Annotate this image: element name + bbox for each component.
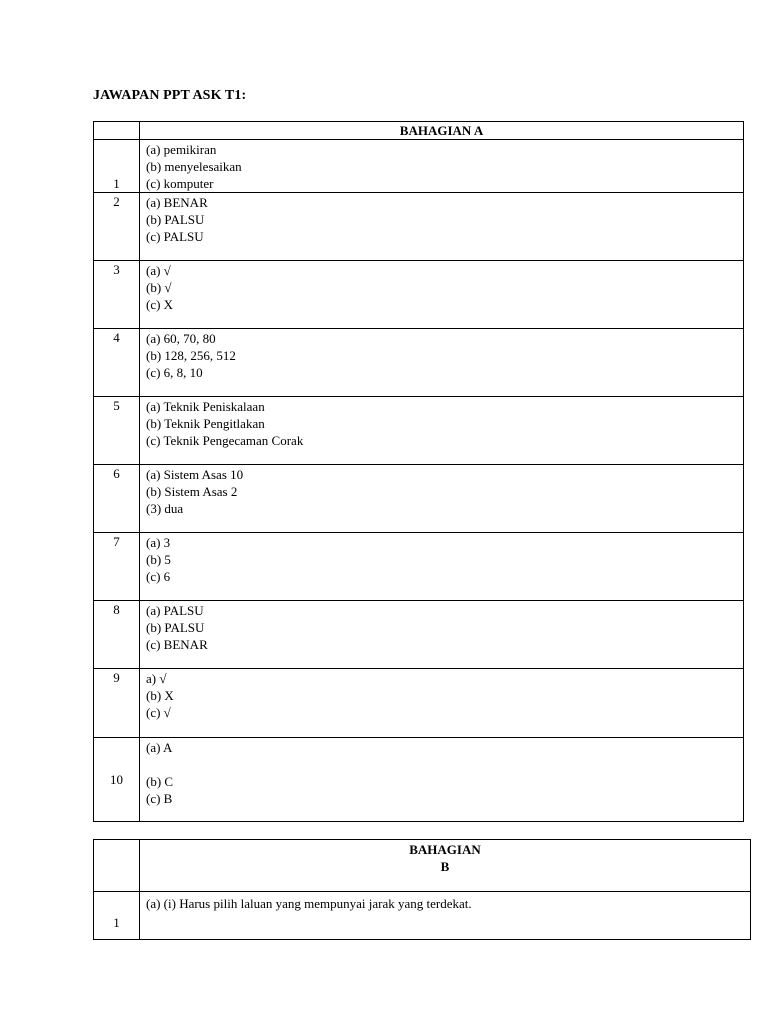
answer-line: (c) komputer [146, 176, 214, 191]
table-row [94, 601, 744, 669]
row-number-text: 1 [113, 915, 120, 930]
answer-line [146, 756, 743, 773]
answer-line: (c) B [146, 791, 173, 806]
header-number-cell [94, 840, 140, 892]
header-number-cell [94, 122, 140, 140]
row-number: 2 [94, 193, 140, 261]
answer-line: (b) X [146, 688, 174, 703]
table-row [94, 465, 744, 533]
answer-line: (a) √ [146, 263, 171, 278]
answer-line: (c) X [146, 297, 174, 312]
answer-line: (a) A [146, 740, 173, 755]
answer-line: (b) √ [146, 280, 172, 295]
answer-line: (c) BENAR [146, 637, 208, 652]
table-row [94, 892, 751, 940]
answer-cell [140, 193, 744, 261]
answer-line: (b) C [146, 774, 174, 789]
answer-line: (a) (i) Harus pilih laluan yang mempunyai jarak yang terdekat. [146, 896, 472, 911]
answer-line: (b) 128, 256, 512 [146, 348, 236, 363]
answer-line: (3) dua [146, 501, 184, 516]
row-number: 1 [94, 140, 140, 193]
answer-cell [140, 465, 744, 533]
row-number: 3 [94, 261, 140, 329]
row-number: 10 [94, 738, 140, 822]
answer-line: (c) 6 [146, 569, 171, 584]
answer-line: (a) pemikiran [146, 142, 217, 157]
document-title: JAWAPAN PPT ASK T1: [93, 88, 247, 103]
answer-cell [140, 738, 744, 822]
answer-line: (b) 5 [146, 552, 171, 567]
answer-line: (b) PALSU [146, 620, 205, 635]
section-b-heading-line: B [440, 859, 450, 874]
table-row [94, 329, 744, 397]
section-a-heading: BAHAGIAN A [140, 122, 744, 140]
table-row [94, 261, 744, 329]
answer-cell [140, 140, 744, 193]
row-number [94, 892, 140, 940]
section-b-heading [140, 840, 751, 892]
answer-cell [140, 533, 744, 601]
answer-line: (b) Sistem Asas 2 [146, 484, 238, 499]
answer-line: (a) 3 [146, 535, 171, 550]
section-a-table [93, 121, 744, 822]
answer-line: (a) PALSU [146, 603, 204, 618]
answer-cell [140, 601, 744, 669]
answer-line: (a) Sistem Asas 10 [146, 467, 244, 482]
answer-line: a) √ [146, 671, 167, 686]
table-row [94, 397, 744, 465]
answer-line: (b) Teknik Pengitlakan [146, 416, 265, 431]
answer-cell [140, 329, 744, 397]
answer-line: (b) menyelesaikan [146, 159, 242, 174]
answer-cell [140, 261, 744, 329]
answer-cell [140, 892, 751, 940]
row-number: 8 [94, 601, 140, 669]
row-number: 5 [94, 397, 140, 465]
answer-line: (a) BENAR [146, 195, 208, 210]
section-b-table [93, 839, 751, 940]
answer-line: (c) PALSU [146, 229, 204, 244]
answer-line: (c) √ [146, 705, 171, 720]
answer-line: (b) PALSU [146, 212, 205, 227]
answer-cell [140, 397, 744, 465]
answer-line: (c) Teknik Pengecaman Corak [146, 433, 304, 448]
row-number: 7 [94, 533, 140, 601]
answer-cell [140, 669, 744, 738]
table-row [94, 738, 744, 822]
answer-line: (c) 6, 8, 10 [146, 365, 203, 380]
table-row [94, 193, 744, 261]
answer-line: (a) 60, 70, 80 [146, 331, 216, 346]
row-number: 4 [94, 329, 140, 397]
row-number: 6 [94, 465, 140, 533]
table-row [94, 140, 744, 193]
answer-line: (a) Teknik Peniskalaan [146, 399, 265, 414]
table-row [94, 533, 744, 601]
section-b-heading-line: BAHAGIAN [409, 842, 481, 857]
table-row [94, 669, 744, 738]
row-number: 9 [94, 669, 140, 738]
